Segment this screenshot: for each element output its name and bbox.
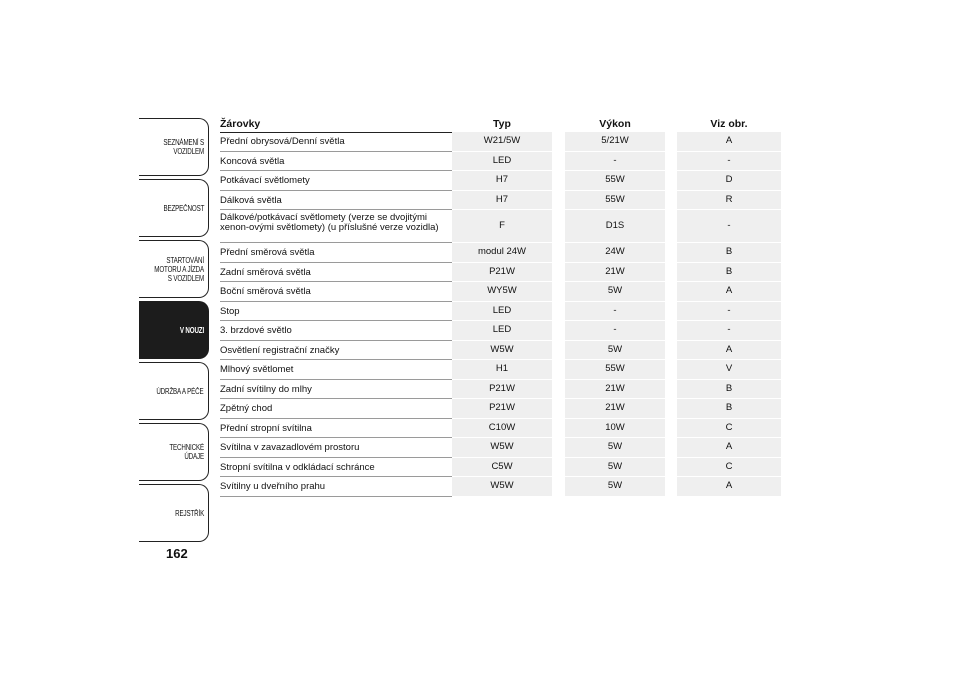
cell-typ: P21W bbox=[452, 380, 552, 399]
bulb-name: Zadní svítilny do mlhy bbox=[220, 383, 312, 395]
table-row bbox=[220, 380, 782, 400]
cell-vykon: 5/21W bbox=[565, 132, 665, 151]
table-row bbox=[220, 191, 782, 211]
tab-label: TECHNICKÉ ÚDAJE bbox=[169, 443, 204, 461]
cell-viz: A bbox=[677, 477, 781, 496]
cell-typ: H7 bbox=[452, 171, 552, 190]
bulb-name: 3. brzdové světlo bbox=[220, 325, 292, 336]
tab-seznámení-s-vozidlem[interactable] bbox=[139, 118, 209, 176]
cell-typ: P21W bbox=[452, 399, 552, 418]
cell-viz: A bbox=[677, 132, 781, 151]
cell-vykon: 5W bbox=[565, 438, 665, 457]
bulb-name: Svítilny u dveřního prahu bbox=[220, 481, 326, 492]
table-row bbox=[220, 243, 782, 263]
cell-vykon: 5W bbox=[565, 477, 665, 496]
tab-label: STARTOVÁNÍ MOTORU A JÍZDA S VOZIDLEM bbox=[154, 255, 204, 283]
table-row bbox=[220, 399, 782, 419]
bulb-name: Svítilna v zavazadlovém prostoru bbox=[220, 442, 360, 453]
table-row bbox=[220, 341, 782, 361]
cell-typ: C5W bbox=[452, 458, 552, 477]
cell-vykon: - bbox=[565, 152, 665, 171]
table-row bbox=[220, 152, 782, 172]
cell-typ: H7 bbox=[452, 191, 552, 210]
cell-typ: LED bbox=[452, 321, 552, 340]
bulb-name: Osvětlení registrační značky bbox=[220, 344, 340, 356]
cell-viz: A bbox=[677, 438, 781, 457]
cell-viz: C bbox=[677, 419, 781, 438]
cell-typ: C10W bbox=[452, 419, 552, 438]
cell-typ: LED bbox=[452, 302, 552, 321]
row-divider bbox=[220, 496, 452, 497]
cell-vykon: 21W bbox=[565, 263, 665, 282]
table-row bbox=[220, 360, 782, 380]
table-row bbox=[220, 458, 782, 478]
table-header bbox=[220, 117, 782, 132]
cell-viz: B bbox=[677, 263, 781, 282]
cell-viz: A bbox=[677, 341, 781, 360]
table-row bbox=[220, 210, 782, 243]
cell-viz: - bbox=[677, 321, 781, 340]
cell-vykon: 55W bbox=[565, 171, 665, 190]
tab-technické-údaje[interactable] bbox=[139, 423, 209, 481]
cell-vykon: 55W bbox=[565, 360, 665, 379]
cell-vykon: D1S bbox=[565, 210, 665, 242]
bulb-table bbox=[220, 117, 782, 492]
cell-vykon: - bbox=[565, 321, 665, 340]
tab-label: REJSTŘÍK bbox=[175, 508, 204, 518]
table-row bbox=[220, 171, 782, 191]
cell-viz: B bbox=[677, 243, 781, 262]
cell-viz: C bbox=[677, 458, 781, 477]
cell-vykon: 10W bbox=[565, 419, 665, 438]
header-vykon: Výkon bbox=[599, 118, 631, 130]
cell-vykon: 55W bbox=[565, 191, 665, 210]
cell-vykon: 21W bbox=[565, 380, 665, 399]
bulb-name: Stropní svítilna v odkládací schránce bbox=[220, 461, 375, 473]
table-row bbox=[220, 419, 782, 439]
tab-label: SEZNÁMENÍ S VOZIDLEM bbox=[163, 138, 204, 156]
cell-typ: P21W bbox=[452, 263, 552, 282]
cell-typ: W21/5W bbox=[452, 132, 552, 151]
bulb-name: Boční směrová světla bbox=[220, 286, 311, 297]
cell-viz: - bbox=[677, 210, 781, 242]
cell-vykon: 5W bbox=[565, 282, 665, 301]
bulb-name: Přední stropní svítilna bbox=[220, 422, 312, 434]
tab-startování-motoru-a-jízda-s-vozidlem[interactable] bbox=[139, 240, 209, 298]
bulb-name: Přední směrová světla bbox=[220, 247, 315, 258]
table-row bbox=[220, 321, 782, 341]
cell-viz: A bbox=[677, 282, 781, 301]
bulb-name: Koncová světla bbox=[220, 155, 285, 167]
cell-vykon: 24W bbox=[565, 243, 665, 262]
cell-vykon: - bbox=[565, 302, 665, 321]
bulb-name: Dálkové/potkávací světlomety (verze se dvojitými xenon-ovými světlomety) (u příslušné verze vozidla) bbox=[220, 212, 439, 233]
cell-viz: D bbox=[677, 171, 781, 190]
cell-vykon: 5W bbox=[565, 458, 665, 477]
cell-typ: W5W bbox=[452, 341, 552, 360]
table-row bbox=[220, 438, 782, 458]
cell-typ: modul 24W bbox=[452, 243, 552, 262]
bulb-name: Mlhový světlomet bbox=[220, 364, 294, 375]
cell-typ: W5W bbox=[452, 477, 552, 496]
bulb-name: Potkávací světlomety bbox=[220, 175, 310, 186]
cell-viz: R bbox=[677, 191, 781, 210]
cell-vykon: 21W bbox=[565, 399, 665, 418]
tab-label: ÚDRŽBA A PÉČE bbox=[156, 386, 204, 396]
bulb-name: Přední obrysová/Denní světla bbox=[220, 136, 345, 147]
table-row bbox=[220, 263, 782, 283]
cell-viz: B bbox=[677, 399, 781, 418]
header-typ: Typ bbox=[493, 118, 511, 130]
table-row bbox=[220, 282, 782, 302]
cell-viz: B bbox=[677, 380, 781, 399]
cell-typ: LED bbox=[452, 152, 552, 171]
bulb-name: Zadní směrová světla bbox=[220, 266, 311, 278]
tab-label: V NOUZI bbox=[179, 325, 204, 335]
cell-viz: - bbox=[677, 302, 781, 321]
bulb-name: Dálková světla bbox=[220, 194, 282, 206]
tab-rejstřík[interactable] bbox=[139, 484, 209, 542]
cell-viz: V bbox=[677, 360, 781, 379]
page-number: 162 bbox=[166, 546, 188, 561]
tab-údržba-a-péče[interactable] bbox=[139, 362, 209, 420]
cell-typ: WY5W bbox=[452, 282, 552, 301]
cell-viz: - bbox=[677, 152, 781, 171]
table-row bbox=[220, 302, 782, 322]
header-zarovky: Žárovky bbox=[220, 118, 261, 130]
tab-label: BEZPEČNOST bbox=[163, 203, 204, 213]
header-viz: Viz obr. bbox=[710, 118, 748, 130]
table-row bbox=[220, 132, 782, 152]
table-row bbox=[220, 477, 782, 497]
cell-typ: F bbox=[452, 210, 552, 242]
tab-v-nouzi[interactable] bbox=[139, 301, 209, 359]
tab-bezpečnost[interactable] bbox=[139, 179, 209, 237]
bulb-name: Zpětný chod bbox=[220, 403, 273, 414]
cell-typ: H1 bbox=[452, 360, 552, 379]
cell-vykon: 5W bbox=[565, 341, 665, 360]
bulb-name: Stop bbox=[220, 305, 240, 317]
cell-typ: W5W bbox=[452, 438, 552, 457]
